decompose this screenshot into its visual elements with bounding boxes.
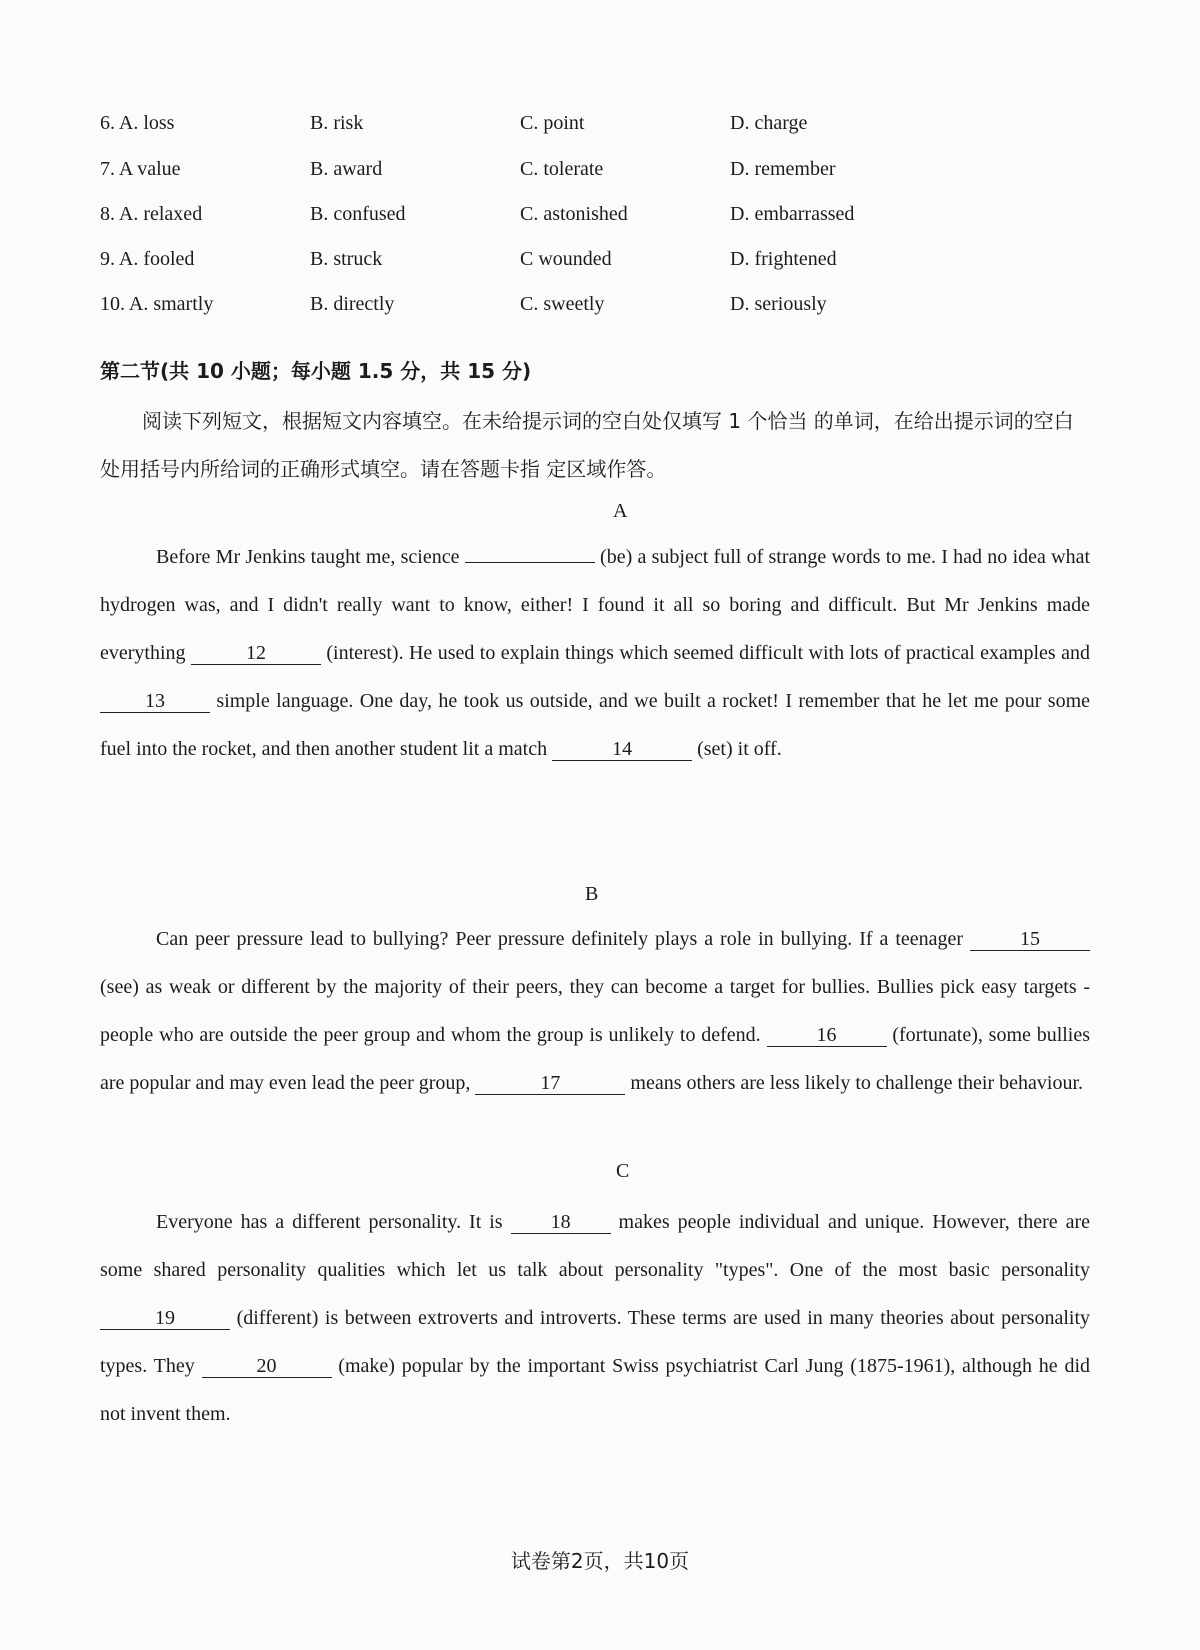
passage-text: (different) is between extroverts and introverts. These terms are used in many theories about personality types. They <box>100 1307 1091 1377</box>
option-b: B. award <box>310 158 383 180</box>
option-c: C wounded <box>520 248 612 270</box>
blank-13: 13 <box>100 690 210 713</box>
blank-11 <box>465 562 595 563</box>
passage-text: (see) as weak or different by the majority of their peers, they can become a target for bullies. Bullies pick easy targets - people who are outside the peer group and whom the group is unlikely to defend. <box>100 976 1090 1046</box>
passage-a-label: A <box>613 500 628 522</box>
option-d: D. remember <box>730 158 836 180</box>
passage-b <box>100 915 1090 1107</box>
passage-text: Can peer pressure lead to bullying? Peer pressure definitely plays a role in bullying. If a teenager <box>156 928 964 950</box>
passage-text: Everyone has a different personality. It is <box>156 1211 503 1233</box>
option-d: D. charge <box>730 112 808 134</box>
blank-14: 14 <box>552 738 692 761</box>
passage-c-label: C <box>616 1160 630 1182</box>
passage-text: (be) a subject full of strange words to me. I had no idea what hydrogen was, and I didn't really want to know, either! I found it all so boring and difficult. But Mr Jenkins made everything <box>100 546 1091 664</box>
option-d: D. seriously <box>730 293 827 315</box>
passage-b-label: B <box>585 883 599 905</box>
blank-15: 15 <box>970 928 1090 951</box>
blank-18: 18 <box>511 1211 611 1234</box>
blank-19: 19 <box>100 1307 230 1330</box>
passage-text: (fortunate), some bullies are popular and may even lead the peer group, <box>100 1024 1091 1094</box>
option-a: 8. A. relaxed <box>100 203 203 225</box>
option-b: B. risk <box>310 112 364 134</box>
option-c: C. point <box>520 112 585 134</box>
option-c: C. tolerate <box>520 158 604 180</box>
passage-text: means others are less likely to challenge their behaviour. <box>630 1072 1084 1094</box>
passage-c <box>100 1198 1090 1438</box>
option-a: 9. A. fooled <box>100 248 195 270</box>
passage-text: (interest). He used to explain things which seemed difficult with lots of practical examples and <box>326 642 1090 664</box>
blank-12: 12 <box>191 642 321 665</box>
passage-text: makes people individual and unique. However, there are some shared personality qualities which let us talk about personality "types". One of the most basic personality <box>100 1211 1091 1281</box>
option-c: C. astonished <box>520 203 628 225</box>
option-c: C. sweetly <box>520 293 605 315</box>
option-a: 6. A. loss <box>100 112 175 134</box>
passage-text: (set) it off. <box>697 738 782 760</box>
option-b: B. struck <box>310 248 383 270</box>
option-d: D. frightened <box>730 248 837 270</box>
passage-text: (make) popular by the important Swiss psychiatrist Carl Jung (1875-1961), although he did not invent them. <box>100 1355 1091 1425</box>
blank-17: 17 <box>475 1072 625 1095</box>
section-instruction: 阅读下列短文，根据短文内容填空。在未给提示词的空白处仅填写 1 个恰当 的单词，在给出提示词的空白处用括号内所给词的正确形式填空。请在答题卡指 定区域作答。 <box>100 409 1074 481</box>
option-b: B. confused <box>310 203 406 225</box>
option-a: 10. A. smartly <box>100 293 214 315</box>
option-d: D. embarrassed <box>730 203 855 225</box>
section-title: 第二节(共 10 小题；每小题 1.5 分，共 15 分) <box>100 359 532 383</box>
blank-20: 20 <box>202 1355 332 1378</box>
blank-16: 16 <box>767 1024 887 1047</box>
passage-text: Before Mr Jenkins taught me, science <box>156 546 460 568</box>
option-b: B. directly <box>310 293 395 315</box>
option-a: 7. A value <box>100 158 181 180</box>
page-footer: 试卷第2页，共10页 <box>510 1549 690 1573</box>
passage-a <box>100 533 1090 773</box>
passage-text: simple language. One day, he took us outside, and we built a rocket! I remember that he let me pour some fuel into the rocket, and then another student lit a match <box>100 690 1090 760</box>
